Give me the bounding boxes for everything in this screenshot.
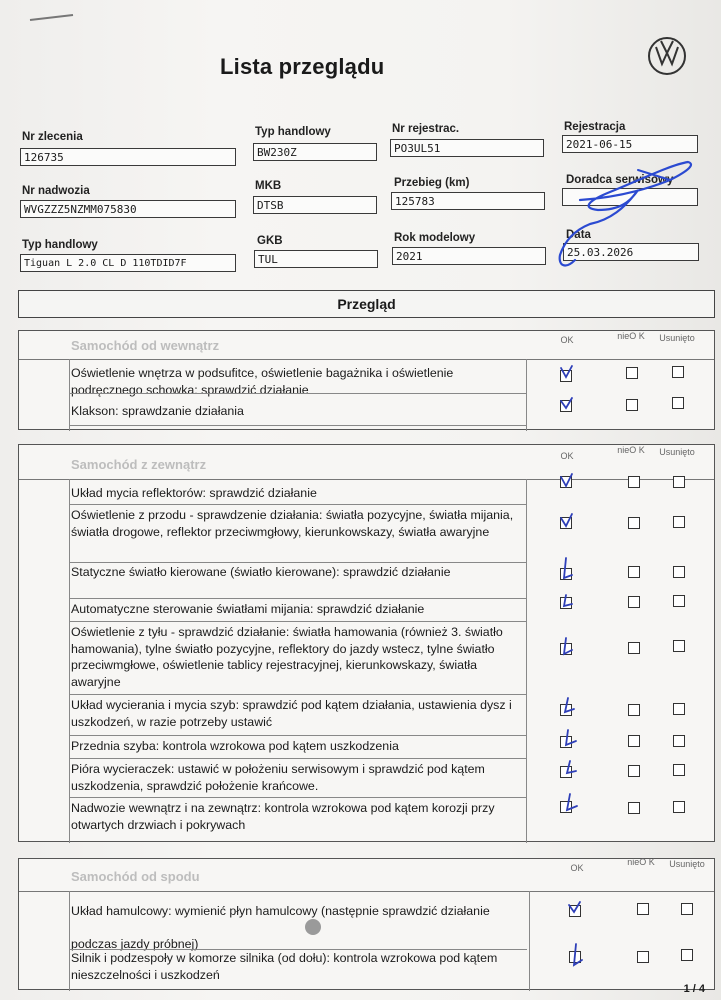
section-header	[19, 331, 714, 360]
check-item: Automatyczne sterowanie światłami mijania: sprawdzić działanie	[71, 602, 425, 616]
section-zewnatrz	[18, 444, 715, 842]
checkbox-nieok[interactable]	[628, 765, 640, 777]
section-title: Samochód od wewnątrz	[71, 338, 220, 353]
col-usunieto: Usunięto	[669, 859, 705, 869]
field-rok-modelowy: 2021	[392, 247, 546, 265]
checkbox-ok[interactable]	[560, 766, 572, 778]
col-nieok: nieO K	[617, 331, 645, 341]
przeglad-title-bar	[18, 290, 715, 318]
checkbox-usunieto[interactable]	[673, 801, 685, 813]
col-nieok: nieO K	[617, 445, 645, 455]
check-item: Silnik i podzespoły w komorze silnika (od dołu): kontrola wzrokowa pod kątem nieszczelności i uszkodzeń	[71, 951, 498, 982]
checkbox-nieok[interactable]	[628, 642, 640, 654]
checkbox-nieok[interactable]	[628, 704, 640, 716]
checkbox-nieok[interactable]	[626, 399, 638, 411]
field-rejestracja: 2021-06-15	[562, 135, 698, 153]
checkbox-ok[interactable]	[560, 568, 572, 580]
checkbox-nieok[interactable]	[628, 517, 640, 529]
section-wewnatrz	[18, 330, 715, 430]
section-spodu	[18, 858, 715, 990]
field-data: 25.03.2026	[563, 243, 699, 261]
check-item: Klakson: sprawdzanie działania	[71, 404, 244, 418]
checkbox-usunieto[interactable]	[673, 476, 685, 488]
document-title: Lista przeglądu	[220, 54, 385, 79]
field-typ-handlowy-name: Tiguan L 2.0 CL D 110TDID7F	[20, 254, 236, 272]
label-nr-rejestrac: Nr rejestrac.	[392, 123, 460, 135]
checkbox-nieok[interactable]	[637, 951, 649, 963]
checkbox-usunieto[interactable]	[673, 595, 685, 607]
field-doradca	[562, 188, 698, 206]
col-ok: OK	[570, 863, 584, 873]
check-item: Statyczne światło kierowane (światło kierowane): sprawdzić działanie	[71, 565, 451, 579]
field-nr-nadwozia: WVGZZZ5NZMM075830	[20, 200, 236, 218]
label-doradca: Doradca serwisowy	[566, 174, 674, 186]
checkbox-ok[interactable]	[560, 597, 572, 609]
check-item: Układ mycia reflektorów: sprawdzić działanie	[71, 486, 317, 500]
section-header	[19, 859, 714, 892]
check-item: Oświetlenie wnętrza w podsufitce, oświetlenie bagażnika i oświetlenie podręcznego schowka: sprawdzić działanie	[71, 366, 454, 397]
checkbox-usunieto[interactable]	[673, 764, 685, 776]
checkbox-ok[interactable]	[560, 517, 572, 529]
label-nr-zlecenia: Nr zlecenia	[22, 131, 83, 143]
checkbox-usunieto[interactable]	[672, 397, 684, 409]
label-mkb: MKB	[255, 180, 282, 192]
section-header	[19, 445, 714, 480]
checkbox-usunieto[interactable]	[673, 640, 685, 652]
checkbox-nieok[interactable]	[626, 367, 638, 379]
checkbox-usunieto[interactable]	[673, 735, 685, 747]
check-item: Nadwozie wewnątrz i na zewnątrz: kontrola wzrokowa pod kątem korozji przy otwartych drzwiach i pokrywach	[71, 801, 495, 832]
checkbox-ok[interactable]	[560, 370, 572, 382]
col-ok: OK	[560, 335, 574, 345]
field-nr-zlecenia: 126735	[20, 148, 236, 166]
checkbox-usunieto[interactable]	[681, 949, 693, 961]
checkbox-ok[interactable]	[560, 736, 572, 748]
check-item: Układ wycierania i mycia szyb: sprawdzić pod kątem działania, ustawienia dysz i uszkodzeń, w razie potrzeby ustawić	[71, 698, 512, 729]
checkbox-ok[interactable]	[560, 704, 572, 716]
label-data: Data	[566, 229, 591, 241]
field-nr-rejestrac: PO3UL51	[390, 139, 544, 157]
checkbox-nieok[interactable]	[628, 476, 640, 488]
page-number: 1 / 4	[683, 983, 705, 995]
checkbox-nieok[interactable]	[628, 566, 640, 578]
checkbox-usunieto[interactable]	[672, 366, 684, 378]
checkbox-nieok[interactable]	[628, 735, 640, 747]
col-usunieto: Usunięto	[659, 333, 695, 343]
checkbox-nieok[interactable]	[628, 596, 640, 608]
field-gkb: TUL	[254, 250, 378, 268]
section-title: Samochód od spodu	[71, 869, 200, 884]
vw-logo-icon	[647, 36, 687, 76]
label-nr-nadwozia: Nr nadwozia	[22, 185, 90, 197]
pen-mark	[28, 10, 78, 24]
field-mkb: DTSB	[253, 196, 377, 214]
checkbox-ok[interactable]	[560, 801, 572, 813]
checkbox-ok[interactable]	[560, 476, 572, 488]
col-usunieto: Usunięto	[659, 447, 695, 457]
col-nieok: nieO K	[627, 857, 655, 867]
label-typ-handlowy-name: Typ handlowy	[22, 239, 98, 251]
check-item: Przednia szyba: kontrola wzrokowa pod kątem uszkodzenia	[71, 739, 399, 753]
label-gkb: GKB	[257, 235, 283, 247]
checkbox-nieok[interactable]	[637, 903, 649, 915]
checkbox-ok[interactable]	[560, 643, 572, 655]
przeglad-title: Przegląd	[337, 296, 396, 312]
label-przebieg: Przebieg (km)	[394, 177, 470, 189]
checkbox-ok[interactable]	[560, 400, 572, 412]
filled-dot	[305, 919, 321, 935]
label-typ-handlowy-code: Typ handlowy	[255, 126, 331, 138]
checkbox-ok[interactable]	[569, 905, 581, 917]
checkbox-usunieto[interactable]	[673, 516, 685, 528]
col-ok: OK	[560, 451, 574, 461]
field-typ-handlowy-code: BW230Z	[253, 143, 377, 161]
field-przebieg: 125783	[391, 192, 545, 210]
check-item: Pióra wycieraczek: ustawić w położeniu serwisowym i sprawdzić pod kątem uszkodzenia, sprawdzić położenie krańcowe.	[71, 762, 485, 793]
label-rok-modelowy: Rok modelowy	[394, 232, 476, 244]
checkbox-usunieto[interactable]	[673, 566, 685, 578]
checkbox-usunieto[interactable]	[681, 903, 693, 915]
checkbox-ok[interactable]	[569, 951, 581, 963]
section-title: Samochód z zewnątrz	[71, 457, 207, 472]
checkbox-usunieto[interactable]	[673, 703, 685, 715]
check-item: Oświetlenie z tyłu - sprawdzić działanie: światła hamowania (również 3. światło hamowania), tylne światło pozycyjne, reflektory do jazdy wstecz, tylne światło przeciwmgłowe, oświetlenie tablicy rejestracyjnej, kierunkowskazy, światła awaryjne	[71, 625, 503, 689]
check-item: Układ hamulcowy: wymienić płyn hamulcowy (następnie sprawdzić działanie podczas jazdy próbnej)	[71, 904, 490, 951]
label-rejestracja: Rejestracja	[564, 121, 626, 133]
check-item: Oświetlenie z przodu - sprawdzenie działania: światła pozycyjne, światła mijania, światła drogowe, reflektor przeciwmgłowy, kierunkowskazy, światła awaryjne	[71, 508, 514, 539]
checkbox-nieok[interactable]	[628, 802, 640, 814]
